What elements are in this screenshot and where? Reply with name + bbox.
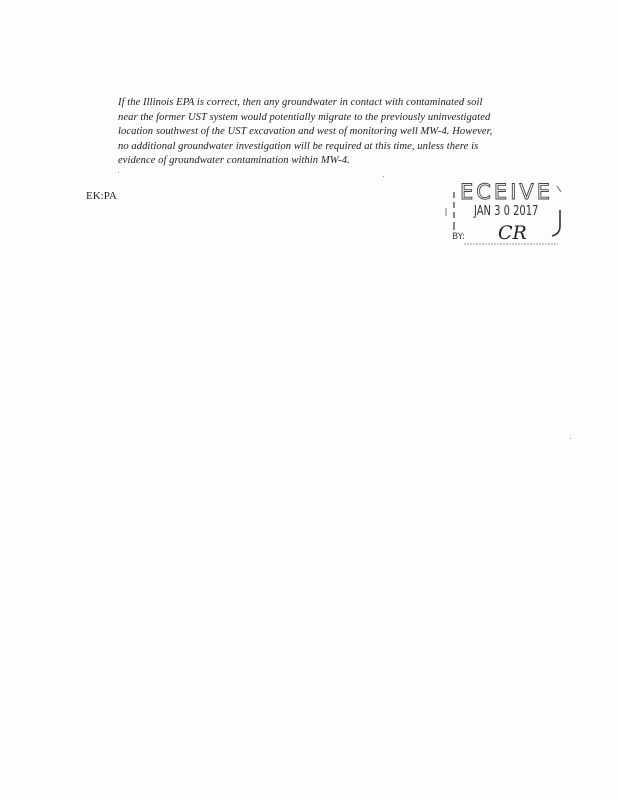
paragraph-line: no additional groundwater investigation will be required at this time, unless there is	[118, 140, 479, 152]
stamp-received-text: ECEIVE	[460, 180, 554, 204]
paragraph-line: near the former UST system would potentially migrate to the previously uninvestigated	[118, 111, 491, 123]
scan-speck	[118, 172, 119, 173]
body-paragraph	[118, 96, 548, 169]
scan-speck	[570, 438, 571, 439]
received-stamp	[440, 178, 566, 250]
stamp-date: JAN 3 0 2017	[474, 204, 539, 219]
stamp-signature: CR	[498, 222, 527, 244]
paragraph-line: location southwest of the UST excavation and west of monitoring well MW-4. However,	[118, 126, 493, 138]
paragraph-line: If the Illinois EPA is correct, then any groundwater in contact with contaminated soil	[118, 97, 483, 108]
paragraph-line: evidence of groundwater contamination within MW-4.	[118, 155, 350, 167]
scan-speck	[383, 176, 384, 177]
stamp-by-label: BY:	[452, 232, 466, 242]
author-initials: EK:PA	[86, 190, 117, 202]
